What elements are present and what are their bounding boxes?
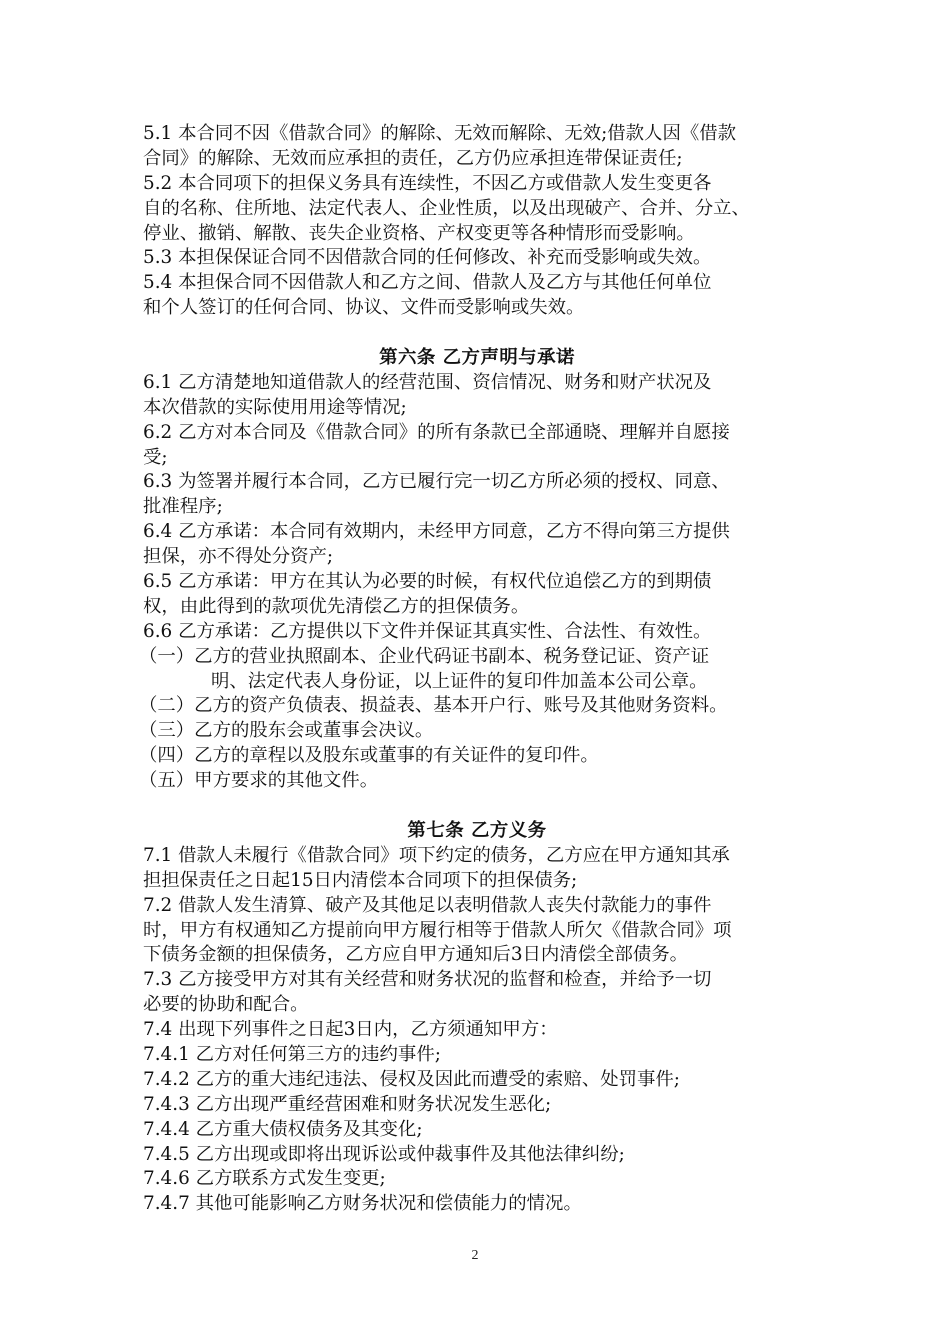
page-number: 2 [471, 1248, 479, 1263]
clause-line: 6.5 乙方承诺：甲方在其认为必要的时候，有权代位追偿乙方的到期债 [143, 571, 712, 593]
spacer [143, 794, 811, 819]
clause-line: 时，甲方有权通知乙方提前向甲方履行相等于借款人所欠《借款合同》项 [143, 919, 732, 941]
list-item-continuation: 明、法定代表人身份证，以上证件的复印件加盖本公司公章。 [211, 670, 708, 692]
list-item: （三）乙方的股东会或董事会决议。 [139, 720, 434, 742]
clause-line: 6.3 为签署并履行本合同，乙方已履行完一切乙方所必须的授权、同意、 [143, 471, 730, 493]
clause-line: 受; [143, 446, 168, 468]
clause-line: 7.1 借款人未履行《借款合同》项下约定的债务，乙方应在甲方通知其承 [143, 844, 730, 866]
clause-line: 7.4.4 乙方重大债权债务及其变化; [143, 1118, 423, 1140]
clause-line: 必要的协助和配合。 [143, 994, 309, 1016]
section-6 [139, 346, 811, 794]
clause-line: 权，由此得到的款项优先清偿乙方的担保债务。 [143, 595, 530, 617]
clause-line: 7.4.5 乙方出现或即将出现诉讼或仲裁事件及其他法律纠纷; [143, 1143, 625, 1165]
clause-line: 6.1 乙方清楚地知道借款人的经营范围、资信情况、财务和财产状况及 [143, 371, 712, 393]
clause-line: 5.3 本担保保证合同不因借款合同的任何修改、补充而受影响或失效。 [143, 247, 712, 269]
section-heading: 第七条 乙方义务 [407, 819, 547, 841]
section-heading: 第六条 乙方声明与承诺 [379, 347, 575, 369]
clause-line: 6.6 乙方承诺：乙方提供以下文件并保证其真实性、合法性、有效性。 [143, 620, 712, 642]
clause-line: 担担保责任之日起15日内清偿本合同项下的担保债务; [143, 869, 578, 891]
clause-line: 7.4.2 乙方的重大违纪违法、侵权及因此而遭受的索赔、处罚事件; [143, 1068, 680, 1090]
list-item: （五）甲方要求的其他文件。 [139, 770, 379, 792]
clause-line: 停业、撤销、解散、丧失企业资格、产权变更等各种情形而受影响。 [143, 222, 695, 244]
spacer [143, 321, 811, 346]
clause-line: 7.2 借款人发生清算、破产及其他足以表明借款人丧失付款能力的事件 [143, 894, 712, 916]
clause-line: 7.3 乙方接受甲方对其有关经营和财务状况的监督和检查，并给予一切 [143, 969, 712, 991]
clause-line: 7.4.7 其他可能影响乙方财务状况和偿债能力的情况。 [143, 1193, 582, 1215]
clause-line: 自的名称、住所地、法定代表人、企业性质，以及出现破产、合并、分立、 [143, 197, 750, 219]
clause-line: 6.4 乙方承诺：本合同有效期内，未经甲方同意，乙方不得向第三方提供 [143, 521, 730, 543]
list-item: （二）乙方的资产负债表、损益表、基本开户行、账号及其他财务资料。 [139, 695, 728, 717]
list-item: （四）乙方的章程以及股东或董事的有关证件的复印件。 [139, 745, 599, 767]
section-7 [143, 819, 811, 1217]
clause-line: 7.4.6 乙方联系方式发生变更; [143, 1168, 386, 1190]
clause-line: 7.4.1 乙方对任何第三方的违约事件; [143, 1043, 441, 1065]
clause-line: 和个人签订的任何合同、协议、文件而受影响或失效。 [143, 297, 585, 319]
clause-line: 下债务金额的担保债务，乙方应自甲方通知后3日内清偿全部债务。 [143, 944, 689, 966]
clause-line: 5.4 本担保合同不因借款人和乙方之间、借款人及乙方与其他任何单位 [143, 272, 712, 294]
clause-line: 5.2 本合同项下的担保义务具有连续性，不因乙方或借款人发生变更各 [143, 172, 712, 194]
clause-line: 合同》的解除、无效而应承担的责任，乙方仍应承担连带保证责任; [143, 147, 683, 169]
clause-line: 7.4 出现下列事件之日起3日内，乙方须通知甲方： [143, 1019, 558, 1041]
document-page [139, 122, 811, 1217]
clause-line: 7.4.3 乙方出现严重经营困难和财务状况发生恶化; [143, 1093, 552, 1115]
list-item: （一）乙方的营业执照副本、企业代码证书副本、税务登记证、资产证 [139, 645, 710, 667]
clause-line: 6.2 乙方对本合同及《借款合同》的所有条款已全部通晓、理解并自愿接 [143, 421, 730, 443]
clause-line: 5.1 本合同不因《借款合同》的解除、无效而解除、无效;借款人因《借款 [143, 123, 737, 144]
clause-line: 担保，亦不得处分资产; [143, 546, 334, 568]
section-5 [143, 122, 811, 321]
clause-line: 本次借款的实际使用用途等情况; [143, 396, 407, 418]
clause-line: 批准程序; [143, 496, 223, 518]
